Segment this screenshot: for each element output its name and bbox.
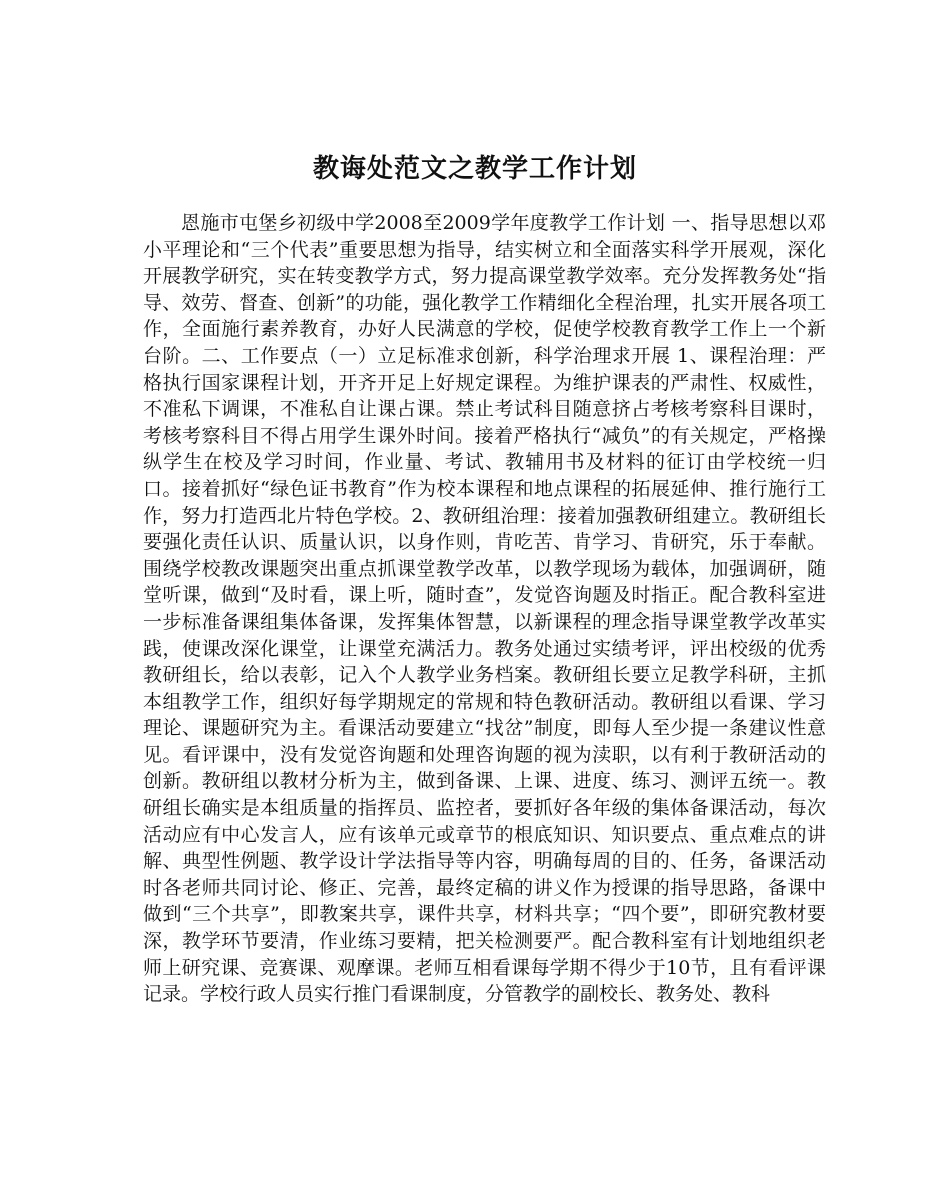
document-body-paragraph: 恩施市屯堡乡初级中学2008至2009学年度教学工作计划 一、指导思想以邓小平理论和“三个代表”重要思想为指导，结实树立和全面落实科学开展观，深化开展教学研究，实在转变教学方式，努力提高课堂教学效率。充分发挥教务处“指导、效劳、督查、创新”的功能，强化教学工作精细化全程治理，扎实开展各项工作，全面施行素养教育，办好人民满意的学校，促使学校教育教学工作上一个新台阶。二、工作要点（一）立足标准求创新，科学治理求开展 1、课程治理：严格执行国家课程计划，开齐开足上好规定课程。为维护课表的严肃性、权威性，不准私下调课，不准私自让课占课。禁止考试科目随意挤占考核考察科目课时，考核考察科目不得占用学生课外时间。接着严格执行“减负”的有关规定，严格操纵学生在校及学习时间，作业量、考试、教辅用书及材料的征订由学校统一归口。接着抓好“绿色证书教育”作为校本课程和地点课程的拓展延伸、推行施行工作，努力打造西北片特色学校。2、教研组治理：接着加强教研组建立。教研组长要强化责任认识、质量认识，以身作则，肯吃苦、肯学习、肯研究，乐于奉献。围绕学校教改课题突出重点抓课堂教学改革，以教学现场为载体，加强调研，随堂听课，做到“及时看，课上听，随时查”，发觉咨询题及时指正。配合教科室进一步标准备课组集体备课，发挥集体智慧，以新课程的理念指导课堂教学改革实践，使课改深化课堂，让课堂充满活力。教务处通过实绩考评，评出校级的优秀教研组长，给以表彰，记入个人教学业务档案。教研组长要立足教学科研，主抓本组教学工作，组织好每学期规定的常规和特色教研活动。教研组以看课、学习理论、课题研究为主。看课活动要建立“找岔”制度，即每人至少提一条建议性意见。看评课中，没有发觉咨询题和处理咨询题的视为渎职，以有利于教研活动的创新。教研组以教材分析为主，做到备课、上课、进度、练习、测评五统一。教研组长确实是本组质量的指挥员、监控者，要抓好各年级的集体备课活动，每次活动应有中心发言人，应有该单元或章节的根底知识、知识要点、重点难点的讲解、典型性例题、教学设计学法指导等内容，明确每周的目的、任务，备课活动时各老师共同讨论、修正、完善，最终定稿的讲义作为授课的指导思路，备课中做到“三个共享”，即教案共享，课件共享，材料共享；“四个要”，即研究教材要深，教学环节要清，作业练习要精，把关检测要严。配合教科室有计划地组织老师上研究课、竞赛课、观摩课。老师互相看课每学期不得少于10节，且有看评课记录。学校行政人员实行推门看课制度，分管教学的副校长、教务处、教科	[143, 212, 826, 1006]
document-title: 教诲处范文之教学工作计划	[312, 154, 637, 185]
